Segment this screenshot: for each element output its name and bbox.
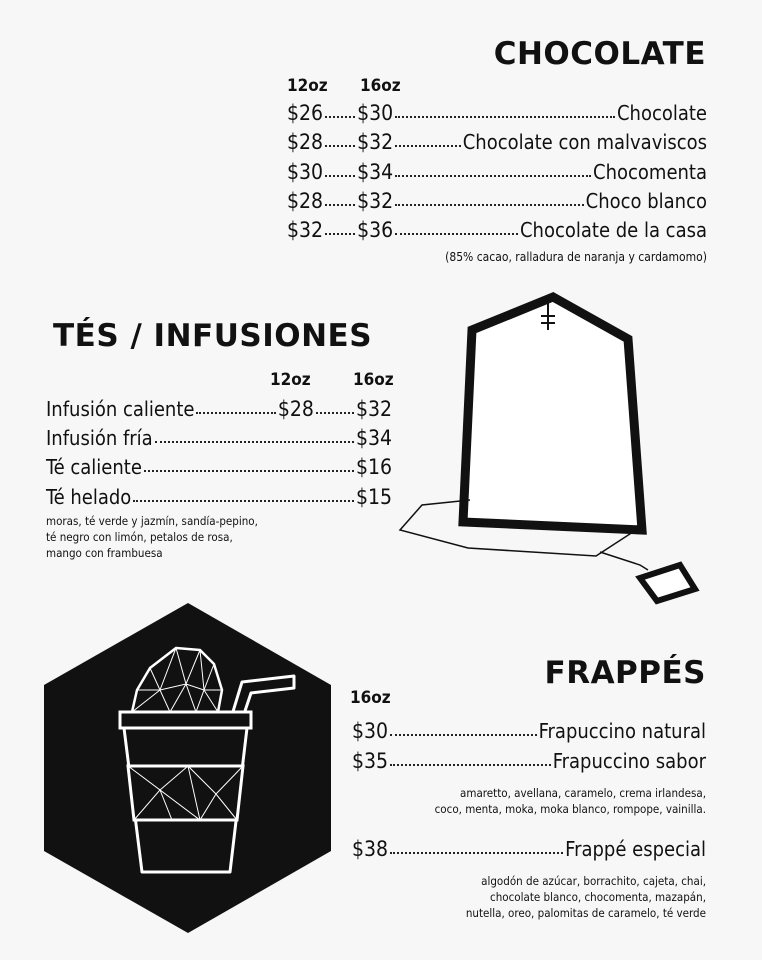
tes-size-12oz: 12oz: [270, 370, 311, 390]
item-name: Chocolate: [616, 101, 707, 125]
chocolate-de-la-casa-note: (85% cacao, ralladura de naranja y cardamomo): [445, 250, 707, 264]
item-name: Chocomenta: [593, 160, 707, 184]
price-16oz: $36: [357, 218, 394, 242]
price-16oz: $32: [357, 130, 394, 154]
price-12oz: $26: [287, 101, 324, 125]
item-name: Frappé especial: [565, 837, 706, 861]
price-12oz: $28: [277, 397, 314, 421]
note-line: té negro con limón, petalos de rosa,: [46, 530, 233, 544]
price-16oz: $30: [352, 719, 389, 743]
frappes-title: FRAPPÉS: [544, 655, 706, 691]
note-line: nutella, oreo, palomitas de caramelo, té verde: [465, 906, 706, 920]
frapuccino-sabor-note: [435, 785, 706, 817]
price-12oz: $28: [287, 189, 324, 213]
price-12oz: $32: [287, 218, 324, 242]
menu-item-frapuccino-sabor: [352, 749, 706, 773]
menu-item-frapuccino-natural: [352, 719, 706, 743]
note-line: coco, menta, moka, moka blanco, rompope, vainilla.: [434, 802, 706, 816]
note-line: amaretto, avellana, caramelo, crema irlandesa,: [460, 786, 706, 800]
item-name: Chocolate de la casa: [519, 218, 707, 242]
price-16oz: $15: [355, 485, 392, 509]
note-line: chocolate blanco, chocomenta, mazapán,: [490, 890, 706, 904]
tes-size-16oz: 16oz: [353, 370, 394, 390]
tes-infusiones-title: TÉS / INFUSIONES: [53, 318, 373, 354]
frappes-size-16oz: 16oz: [350, 688, 391, 708]
price-12oz: $28: [287, 130, 324, 154]
price-16oz: $16: [355, 455, 392, 479]
price-16oz: $34: [357, 160, 394, 184]
price-16oz: $34: [355, 426, 392, 450]
item-name: Chocolate con malvaviscos: [462, 130, 707, 154]
chocolate-size-12oz: 12oz: [287, 76, 328, 96]
price-16oz: $32: [357, 189, 394, 213]
note-line: algodón de azúcar, borrachito, cajeta, chai,: [481, 874, 706, 888]
price-16oz: $30: [357, 101, 394, 125]
menu-item-frappe-especial: [352, 837, 706, 861]
item-name: Té caliente: [46, 455, 142, 479]
chocolate-size-16oz: 16oz: [360, 76, 401, 96]
item-name: Frapuccino sabor: [552, 749, 706, 773]
item-name: Frapuccino natural: [538, 719, 706, 743]
item-name: Choco blanco: [585, 189, 707, 213]
item-name: Infusión fría: [46, 426, 153, 450]
note-line: mango con frambuesa: [46, 546, 163, 560]
note-line: moras, té verde y jazmín, sandía-pepino,: [46, 514, 258, 528]
price-12oz: $30: [287, 160, 324, 184]
price-16oz: $32: [355, 397, 392, 421]
price-16oz: $38: [352, 837, 389, 861]
frappe-cup-icon: [44, 603, 334, 933]
frappe-especial-note: [466, 873, 706, 921]
price-16oz: $35: [352, 749, 389, 773]
item-name: Té helado: [46, 485, 132, 509]
chocolate-title: CHOCOLATE: [493, 36, 706, 72]
item-name: Infusión caliente: [46, 397, 195, 421]
